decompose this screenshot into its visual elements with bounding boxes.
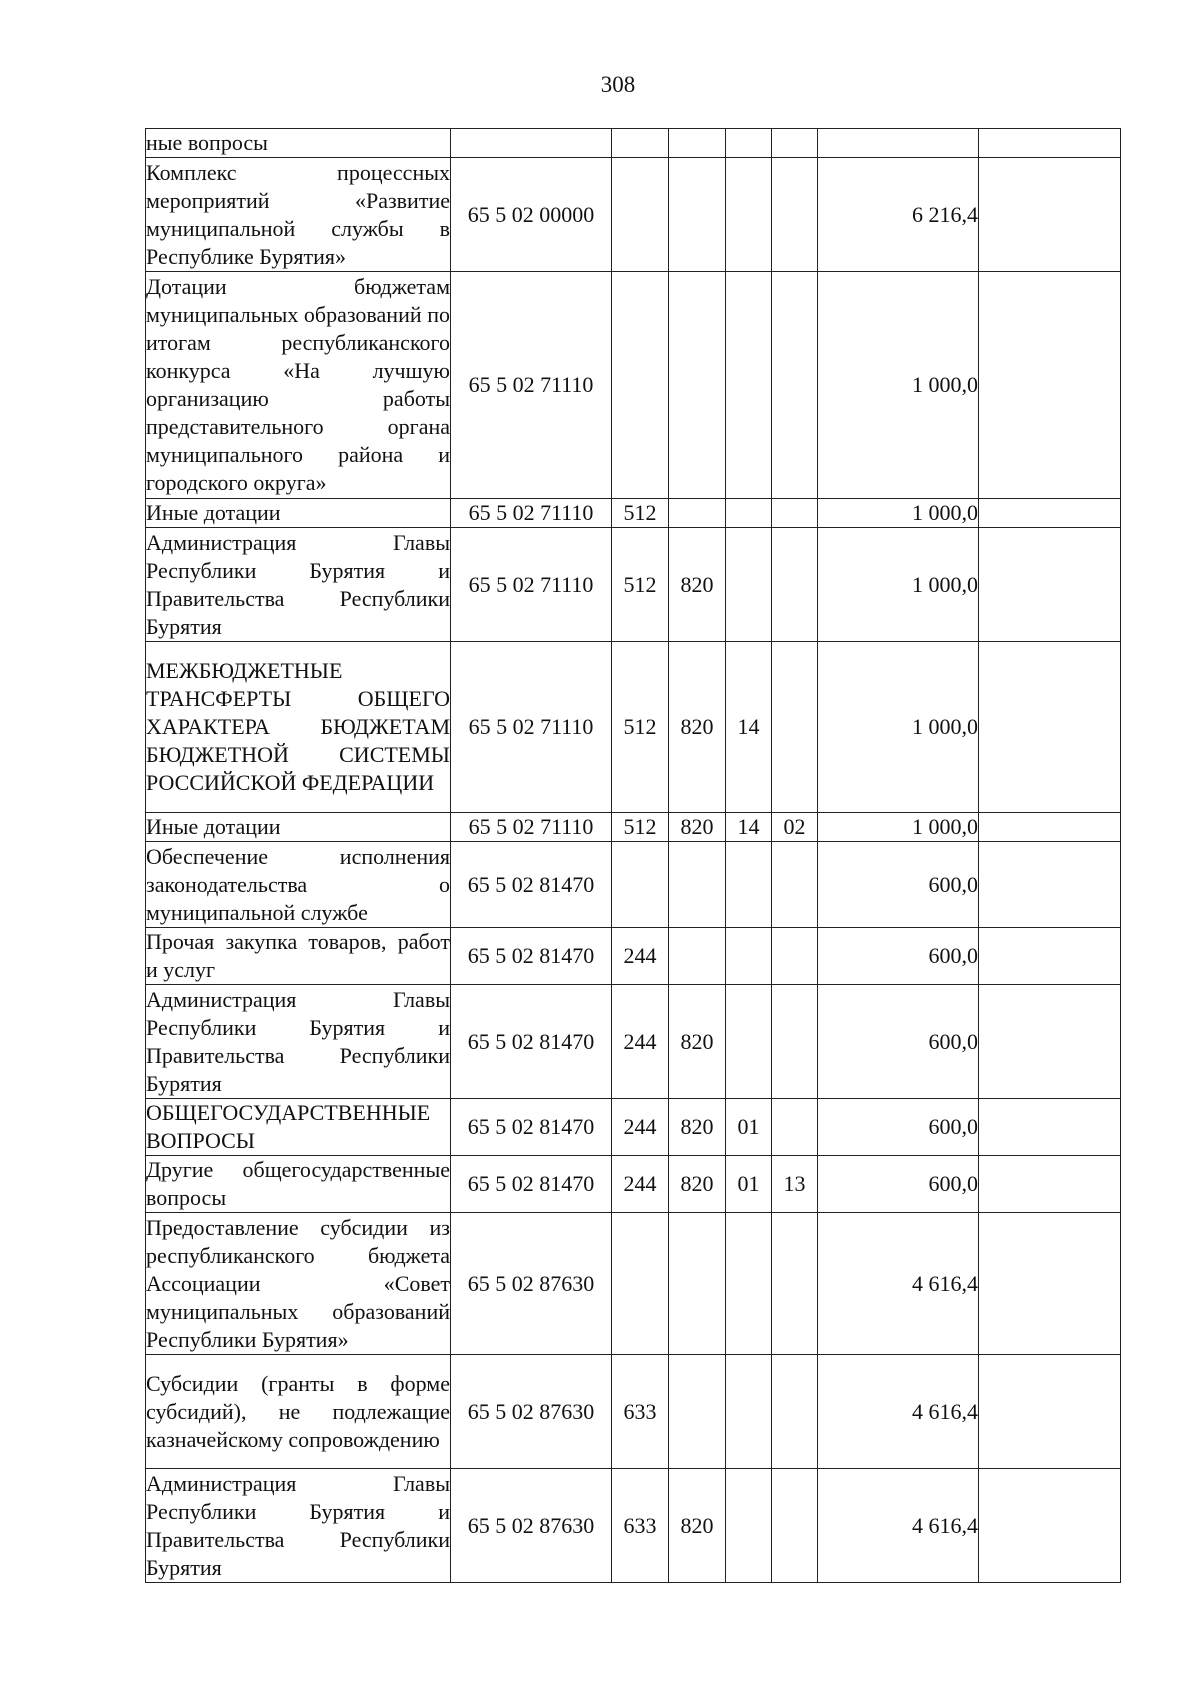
table-row <box>146 1156 1121 1213</box>
extra-cell <box>979 928 1121 985</box>
amount-cell: 600,0 <box>818 985 979 1099</box>
subsection-cell <box>772 1099 818 1156</box>
target-code-cell: 65 5 02 71110 <box>451 272 612 499</box>
ministry-code-cell: 820 <box>669 1099 726 1156</box>
table-row <box>146 985 1121 1099</box>
expense-type-cell: 512 <box>612 813 669 842</box>
target-code-cell: 65 5 02 87630 <box>451 1469 612 1583</box>
extra-cell <box>979 158 1121 272</box>
table-row <box>146 1355 1121 1469</box>
target-code-cell: 65 5 02 71110 <box>451 528 612 642</box>
table-row <box>146 1469 1121 1583</box>
target-code-cell: 65 5 02 87630 <box>451 1355 612 1469</box>
section-cell <box>726 1213 772 1355</box>
row-name-cell: Иные дотации <box>146 813 451 842</box>
expense-type-cell <box>612 158 669 272</box>
section-cell <box>726 158 772 272</box>
row-name-cell: Иные дотации <box>146 499 451 528</box>
amount-cell: 600,0 <box>818 842 979 928</box>
section-cell <box>726 842 772 928</box>
subsection-cell <box>772 499 818 528</box>
section-cell: 01 <box>726 1099 772 1156</box>
extra-cell <box>979 528 1121 642</box>
table-row <box>146 129 1121 158</box>
expense-type-cell: 512 <box>612 642 669 813</box>
row-name-cell: Администрация Главы Республики Бурятия и Правительства Республики Бурятия <box>146 528 451 642</box>
row-name-cell: ОБЩЕГОСУДАРСТВЕННЫЕ ВОПРОСЫ <box>146 1099 451 1156</box>
subsection-cell <box>772 842 818 928</box>
row-name-cell: МЕЖБЮДЖЕТНЫЕ ТРАНСФЕРТЫ ОБЩЕГО ХАРАКТЕРА БЮДЖЕТАМ БЮДЖЕТНОЙ СИСТЕМЫ РОССИЙСКОЙ ФЕДЕРАЦИИ <box>146 642 451 813</box>
section-cell <box>726 1355 772 1469</box>
target-code-cell: 65 5 02 71110 <box>451 813 612 842</box>
subsection-cell <box>772 272 818 499</box>
ministry-code-cell: 820 <box>669 813 726 842</box>
expense-type-cell: 633 <box>612 1355 669 1469</box>
subsection-cell: 02 <box>772 813 818 842</box>
expense-type-cell <box>612 272 669 499</box>
row-name-cell: Администрация Главы Республики Бурятия и Правительства Республики Бурятия <box>146 985 451 1099</box>
row-name-cell: Прочая закупка товаров, работ и услуг <box>146 928 451 985</box>
extra-cell <box>979 499 1121 528</box>
section-cell <box>726 528 772 642</box>
extra-cell <box>979 1469 1121 1583</box>
extra-cell <box>979 813 1121 842</box>
ministry-code-cell <box>669 499 726 528</box>
row-name-cell: ные вопросы <box>146 129 451 158</box>
expense-type-cell: 244 <box>612 985 669 1099</box>
subsection-cell <box>772 928 818 985</box>
subsection-cell <box>772 129 818 158</box>
row-name-cell: Администрация Главы Республики Бурятия и Правительства Республики Бурятия <box>146 1469 451 1583</box>
subsection-cell <box>772 528 818 642</box>
amount-cell: 4 616,4 <box>818 1469 979 1583</box>
row-name-cell: Субсидии (гранты в форме субсидий), не подлежащие казначейскому сопровождению <box>146 1355 451 1469</box>
section-cell: 14 <box>726 813 772 842</box>
budget-table <box>145 128 1121 1583</box>
extra-cell <box>979 1156 1121 1213</box>
table-row <box>146 158 1121 272</box>
target-code-cell: 65 5 02 00000 <box>451 158 612 272</box>
target-code-cell: 65 5 02 71110 <box>451 642 612 813</box>
expense-type-cell: 244 <box>612 1156 669 1213</box>
amount-cell: 1 000,0 <box>818 813 979 842</box>
section-cell: 01 <box>726 1156 772 1213</box>
subsection-cell: 13 <box>772 1156 818 1213</box>
extra-cell <box>979 1213 1121 1355</box>
table-row <box>146 272 1121 499</box>
extra-cell <box>979 129 1121 158</box>
amount-cell: 1 000,0 <box>818 499 979 528</box>
ministry-code-cell <box>669 158 726 272</box>
section-cell: 14 <box>726 642 772 813</box>
amount-cell: 600,0 <box>818 1156 979 1213</box>
budget-table-body <box>146 129 1121 1583</box>
page-number: 308 <box>600 72 636 97</box>
ministry-code-cell <box>669 1355 726 1469</box>
target-code-cell: 65 5 02 81470 <box>451 1156 612 1213</box>
amount-cell: 1 000,0 <box>818 642 979 813</box>
ministry-code-cell <box>669 272 726 499</box>
section-cell <box>726 272 772 499</box>
section-cell <box>726 1469 772 1583</box>
amount-cell: 6 216,4 <box>818 158 979 272</box>
amount-cell: 1 000,0 <box>818 272 979 499</box>
expense-type-cell: 512 <box>612 499 669 528</box>
ministry-code-cell <box>669 1213 726 1355</box>
target-code-cell: 65 5 02 81470 <box>451 928 612 985</box>
amount-cell <box>818 129 979 158</box>
table-row <box>146 928 1121 985</box>
expense-type-cell: 633 <box>612 1469 669 1583</box>
target-code-cell: 65 5 02 71110 <box>451 499 612 528</box>
expense-type-cell <box>612 1213 669 1355</box>
extra-cell <box>979 642 1121 813</box>
expense-type-cell <box>612 842 669 928</box>
ministry-code-cell: 820 <box>669 642 726 813</box>
row-name-cell: Комплекс процессных мероприятий «Развитие муниципальной службы в Республике Бурятия» <box>146 158 451 272</box>
amount-cell: 600,0 <box>818 928 979 985</box>
extra-cell <box>979 1355 1121 1469</box>
section-cell <box>726 499 772 528</box>
amount-cell: 600,0 <box>818 1099 979 1156</box>
table-row <box>146 813 1121 842</box>
amount-cell: 4 616,4 <box>818 1355 979 1469</box>
target-code-cell: 65 5 02 87630 <box>451 1213 612 1355</box>
extra-cell <box>979 272 1121 499</box>
expense-type-cell: 244 <box>612 928 669 985</box>
ministry-code-cell <box>669 842 726 928</box>
expense-type-cell <box>612 129 669 158</box>
subsection-cell <box>772 642 818 813</box>
subsection-cell <box>772 1355 818 1469</box>
ministry-code-cell: 820 <box>669 985 726 1099</box>
target-code-cell <box>451 129 612 158</box>
ministry-code-cell: 820 <box>669 528 726 642</box>
extra-cell <box>979 842 1121 928</box>
target-code-cell: 65 5 02 81470 <box>451 1099 612 1156</box>
row-name-cell: Другие общегосударственные вопросы <box>146 1156 451 1213</box>
row-name-cell: Обеспечение исполнения законодательства о муниципальной службе <box>146 842 451 928</box>
target-code-cell: 65 5 02 81470 <box>451 985 612 1099</box>
ministry-code-cell: 820 <box>669 1156 726 1213</box>
row-name-cell: Дотации бюджетам муниципальных образований по итогам республиканского конкурса «На лучшую организацию работы представительного органа муниципального района и городского округа» <box>146 272 451 499</box>
table-row <box>146 842 1121 928</box>
amount-cell: 4 616,4 <box>818 1213 979 1355</box>
ministry-code-cell <box>669 129 726 158</box>
subsection-cell <box>772 1213 818 1355</box>
subsection-cell <box>772 1469 818 1583</box>
section-cell <box>726 928 772 985</box>
extra-cell <box>979 1099 1121 1156</box>
expense-type-cell: 512 <box>612 528 669 642</box>
subsection-cell <box>772 985 818 1099</box>
table-row <box>146 1213 1121 1355</box>
amount-cell: 1 000,0 <box>818 528 979 642</box>
table-row <box>146 642 1121 813</box>
section-cell <box>726 985 772 1099</box>
extra-cell <box>979 985 1121 1099</box>
row-name-cell: Предоставление субсидии из республиканского бюджета Ассоциации «Совет муниципальных образований Республики Бурятия» <box>146 1213 451 1355</box>
subsection-cell <box>772 158 818 272</box>
table-row <box>146 528 1121 642</box>
target-code-cell: 65 5 02 81470 <box>451 842 612 928</box>
table-row <box>146 499 1121 528</box>
table-row <box>146 1099 1121 1156</box>
ministry-code-cell <box>669 928 726 985</box>
section-cell <box>726 129 772 158</box>
expense-type-cell: 244 <box>612 1099 669 1156</box>
ministry-code-cell: 820 <box>669 1469 726 1583</box>
